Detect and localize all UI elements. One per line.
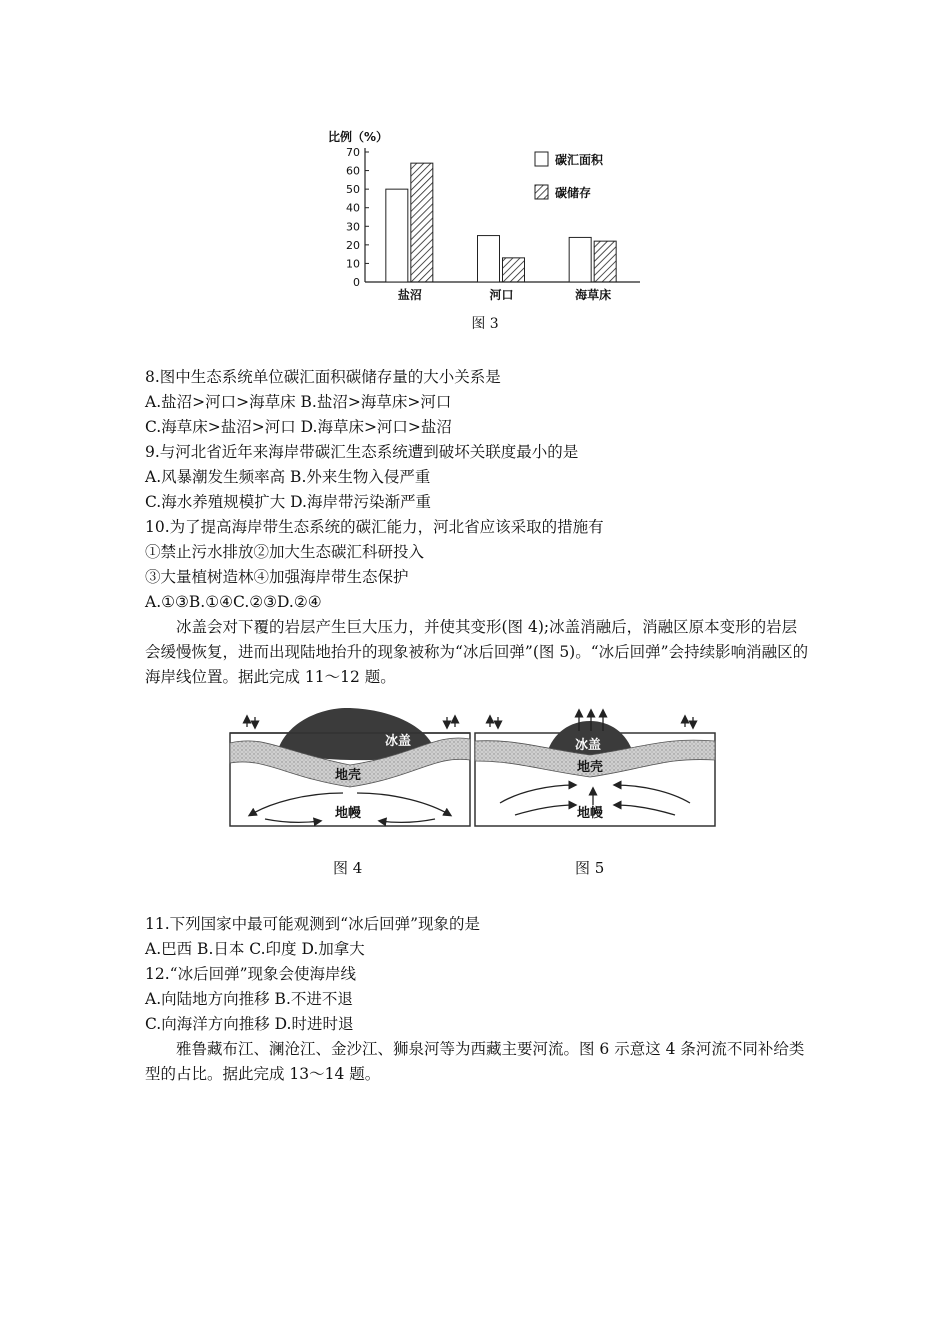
fig5-crust-label: 地壳 [577,760,604,775]
y-tick-label: 60 [346,164,360,178]
x-tick-label: 海草床 [575,288,612,302]
q9-options-ab: A.风暴潮发生频率高 B.外来生物入侵严重 [145,468,431,486]
legend-label: 碳储存 [555,186,592,200]
intro-13-14: 雅鲁藏布江、澜沧江、金沙江、狮泉河等为西藏主要河流。图 6 示意这 4 条河流不同补给类型的占比。据此完成 13～14 题。 [145,1040,805,1083]
q12-stem: 12.“冰后回弹”现象会使海岸线 [145,965,356,983]
legend-swatch [535,185,548,199]
q12-options-ab: A.向陆地方向推移 B.不进不退 [145,990,353,1008]
fig5-mantle-label: 地幔 [577,806,604,821]
y-tick-label: 20 [346,238,360,252]
q11-options: A.巴西 B.日本 C.印度 D.加拿大 [145,940,365,958]
intro-11-12: 冰盖会对下覆的岩层产生巨大压力，并使其变形(图 4);冰盖消融后，消融区原本变形的岩层会缓慢恢复，进而出现陆地抬升的现象被称为“冰后回弹”(图 5)。“冰后回弹”会持续影响消融区的海岸线位置。据此完成 11～12 题。 [145,618,809,686]
bar-carbon-storage [503,258,525,282]
legend-label: 碳汇面积 [555,153,604,167]
figure-5 [475,711,715,877]
y-axis-label: 比例（%） [328,130,389,144]
y-tick-label: 40 [346,201,360,215]
fig5-ice-label: 冰盖 [575,738,602,753]
bar-carbon-sink-area [569,237,591,282]
x-tick-label: 盐沼 [397,288,422,302]
question-block-8-10 [145,365,810,690]
fig4-crust-label: 地壳 [335,768,362,783]
q10-items-12: ①禁止污水排放②加大生态碳汇科研投入 [145,543,425,561]
y-tick-label: 0 [353,276,360,289]
y-tick-label: 10 [346,257,360,271]
figure-4 [230,708,470,877]
q12-options-cd: C.向海洋方向推移 D.时进时退 [145,1015,354,1033]
q10-items-34: ③大量植树造林④加强海岸带生态保护 [145,568,409,586]
fig4-ice-label: 冰盖 [385,734,412,749]
q11-stem: 11.下列国家中最可能观测到“冰后回弹”现象的是 [145,915,480,933]
fig4-caption: 图 4 [333,859,363,877]
q10-stem: 10.为了提高海岸带生态系统的碳汇能力，河北省应该采取的措施有 [145,518,604,536]
glacial-rebound-diagram [225,705,725,890]
y-tick-label: 30 [346,220,360,234]
y-tick-label: 50 [346,183,360,197]
bar-carbon-storage [594,241,616,282]
y-tick-label: 70 [346,146,360,159]
fig4-mantle-label: 地幔 [335,806,362,821]
bar-carbon-sink-area [386,189,408,282]
q10-options: A.①③B.①④C.②③D.②④ [145,593,322,611]
fig5-caption: 图 5 [575,859,605,877]
bar-carbon-sink-area [478,236,500,282]
bar-chart [320,125,650,340]
q9-stem: 9.与河北省近年来海岸带碳汇生态系统遭到破坏关联度最小的是 [145,443,579,461]
x-tick-label: 河口 [489,288,514,302]
q8-options-cd: C.海草床>盐沼>河口 D.海草床>河口>盐沼 [145,418,452,436]
q8-stem: 8.图中生态系统单位碳汇面积碳储存量的大小关系是 [145,368,501,386]
legend-swatch [535,152,548,166]
bar-carbon-storage [411,163,433,282]
chart-title: 图 3 [471,316,499,332]
q9-options-cd: C.海水养殖规模扩大 D.海岸带污染渐严重 [145,493,431,511]
question-block-11-12 [145,912,810,1087]
q8-options-ab: A.盐沼>河口>海草床 B.盐沼>海草床>河口 [145,393,452,411]
